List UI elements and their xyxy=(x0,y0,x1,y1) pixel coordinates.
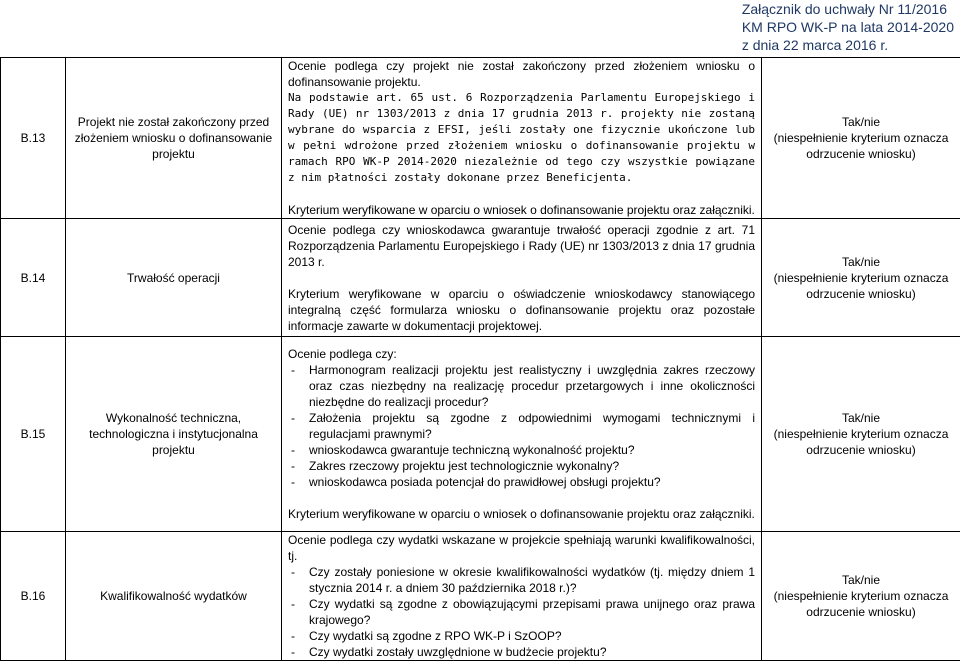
description-paragraph: Kryterium weryfikowane w oparciu o wniosek o dofinansowanie projektu oraz załączniki. xyxy=(288,202,755,218)
description-intro: Ocenie podlega czy wydatki wskazane w projekcie spełniają warunki kwalifikowalności, tj. xyxy=(288,532,755,564)
list-item: - Harmonogram realizacji projektu jest realistyczny i uwzględnia zakres rzeczowy oraz czas niezbędny na realizację procedur przetargowych i inne okoliczności niezbędne do realizacji procedur? xyxy=(288,362,755,410)
header-line-1: Załącznik do uchwały Nr 11/2016 xyxy=(742,0,954,18)
header-line-3: z dnia 22 marca 2016 r. xyxy=(742,36,954,54)
criterion-description xyxy=(282,337,762,532)
description-paragraph: Ocenie podlega czy projekt nie został zakończony przed złożeniem wniosku o dofinansowanie projektu. xyxy=(288,58,755,90)
description-paragraph: Kryterium weryfikowane w oparciu o oświadczenie wnioskodawcy stanowiącego integralną część formularza wniosku o dofinansowanie projektu oraz pozostałe informacje zawarte w dokumentacji projektowej. xyxy=(288,286,755,334)
criterion-description xyxy=(282,532,762,661)
criterion-description xyxy=(282,58,762,219)
result-value: Tak/nie xyxy=(766,254,956,270)
result-note: (niespełnienie kryterium oznacza odrzucenie wniosku) xyxy=(766,588,956,620)
criterion-result xyxy=(762,219,960,337)
criterion-name: Projekt nie został zakończony przed złożeniem wniosku o dofinansowanie projektu xyxy=(66,58,282,219)
criterion-name: Kwalifikowalność wydatków xyxy=(66,532,282,661)
table-row xyxy=(1,532,960,661)
criteria-table xyxy=(0,57,960,661)
criterion-name: Trwałość operacji xyxy=(66,219,282,337)
description-paragraph: Kryterium weryfikowane w oparciu o wniosek o dofinansowanie projektu oraz załączniki. xyxy=(288,506,755,522)
criterion-id: B.16 xyxy=(1,532,66,661)
list-item: - wnioskodawca gwarantuje techniczną wykonalność projektu? xyxy=(288,442,755,458)
result-value: Tak/nie xyxy=(766,114,956,130)
criteria-list xyxy=(288,362,755,490)
result-note: (niespełnienie kryterium oznacza odrzucenie wniosku) xyxy=(766,270,956,302)
table-row xyxy=(1,337,960,532)
criterion-result xyxy=(762,58,960,219)
table-row xyxy=(1,58,960,219)
list-item: - Czy wydatki są zgodne z obowiązującymi przepisami prawa unijnego oraz prawa krajowego? xyxy=(288,596,755,628)
criterion-result xyxy=(762,532,960,661)
description-paragraph: Na podstawie art. 65 ust. 6 Rozporządzenia Parlamentu Europejskiego i Rady (UE) nr 1303/2013 z dnia 17 grudnia 2013 r. projekty nie zostaną wybrane do wsparcia z EFSI, jeśli zostały one fizycznie ukończone lub w pełni wdrożone przed złożeniem wniosku o dofinansowanie projektu w ramach RPO WK-P 2014-2020 niezależnie od tego czy wszystkie powiązane z nim płatności zostały dokonane przez Beneficjenta. xyxy=(288,90,755,186)
list-item: - wnioskodawca posiada potencjał do prawidłowej obsługi projektu? xyxy=(288,474,755,490)
description-intro: Ocenie podlega czy: xyxy=(288,346,755,362)
list-item: - Czy wydatki zostały uwzględnione w budżecie projektu? xyxy=(288,644,755,660)
result-note: (niespełnienie kryterium oznacza odrzucenie wniosku) xyxy=(766,130,956,162)
criterion-description xyxy=(282,219,762,337)
criteria-list xyxy=(288,564,755,660)
description-paragraph: Ocenie podlega czy wnioskodawca gwarantuje trwałość operacji zgodnie z art. 71 Rozporządzenia Parlamentu Europejskiego i Rady (UE) nr 1303/2013 z dnia 17 grudnia 2013 r. xyxy=(288,222,755,270)
list-item: - Założenia projektu są zgodne z odpowiednimi wymogami technicznymi i regulacjami prawnymi? xyxy=(288,410,755,442)
criterion-name: Wykonalność techniczna, technologiczna i instytucjonalna projektu xyxy=(66,337,282,532)
result-value: Tak/nie xyxy=(766,410,956,426)
result-note: (niespełnienie kryterium oznacza odrzucenie wniosku) xyxy=(766,426,956,458)
list-item: - Czy zostały poniesione w okresie kwalifikowalności wydatków (tj. między dniem 1 stycznia 2014 r. a dniem 30 października 2018 r.)? xyxy=(288,564,755,596)
result-value: Tak/nie xyxy=(766,572,956,588)
list-item: - Czy wydatki są zgodne z RPO WK-P i SzOOP? xyxy=(288,628,755,644)
list-item: - Zakres rzeczowy projektu jest technologicznie wykonalny? xyxy=(288,458,755,474)
document-header xyxy=(742,0,954,54)
table-row xyxy=(1,219,960,337)
criterion-id: B.13 xyxy=(1,58,66,219)
header-line-2: KM RPO WK-P na lata 2014-2020 xyxy=(742,18,954,36)
criterion-id: B.14 xyxy=(1,219,66,337)
criterion-id: B.15 xyxy=(1,337,66,532)
criterion-result xyxy=(762,337,960,532)
